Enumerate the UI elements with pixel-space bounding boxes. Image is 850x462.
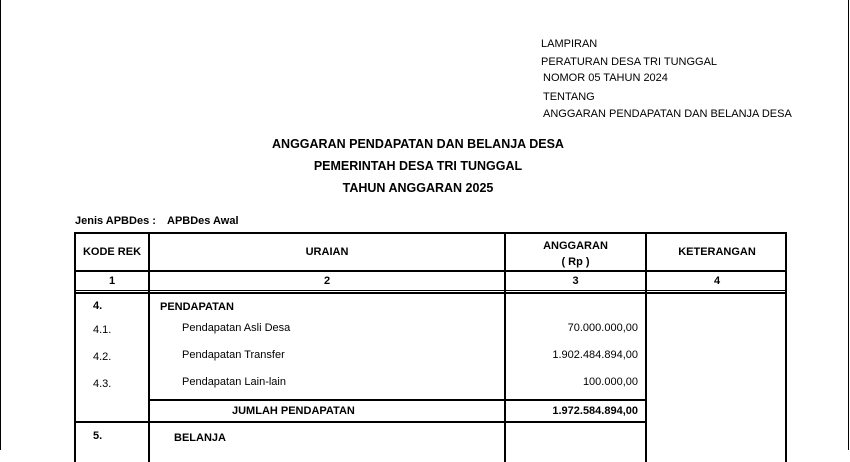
lampiran-line-3: NOMOR 05 TAHUN 2024 — [543, 72, 668, 84]
header-kode-rek: KODE REK — [82, 246, 142, 258]
total-bottom-divider — [74, 421, 647, 423]
row-label: Pendapatan Lain-lain — [182, 376, 286, 388]
lampiran-line-2: PERATURAN DESA TRI TUNGGAL — [541, 56, 718, 68]
row-label: Pendapatan Asli Desa — [182, 322, 291, 334]
row-code: 4.1. — [93, 324, 112, 336]
lampiran-line-4: TENTANG — [543, 91, 595, 103]
col-divider-1 — [148, 232, 150, 462]
budget-table — [74, 232, 787, 462]
row-amount: 100.000,00 — [582, 376, 638, 388]
header-anggaran-unit: ( Rp ) — [561, 256, 590, 268]
row-amount: 70.000.000,00 — [567, 322, 638, 334]
jumlah-pendapatan-label: JUMLAH PENDAPATAN — [232, 405, 355, 417]
row-code: 4.2. — [93, 351, 112, 363]
jenis-apbdes-label: Jenis APBDes : — [75, 215, 156, 227]
belanja-code: 5. — [93, 430, 103, 442]
page-border-left — [0, 0, 1, 450]
number-row-divider-b — [74, 292, 787, 294]
col-divider-3 — [645, 232, 647, 462]
col-number-4: 4 — [713, 275, 721, 287]
row-amount: 1.902.484.894,00 — [552, 349, 638, 361]
document-year: TAHUN ANGGARAN 2025 — [342, 181, 494, 195]
total-top-divider — [148, 399, 647, 401]
header-uraian: URAIAN — [305, 246, 349, 258]
row-code: 4.3. — [93, 378, 112, 390]
header-anggaran: ANGGARAN — [543, 240, 608, 252]
col-number-1: 1 — [108, 275, 116, 287]
belanja-label: BELANJA — [174, 432, 226, 444]
jenis-apbdes — [75, 215, 239, 227]
pendapatan-code: 4. — [93, 300, 103, 312]
header-keterangan: KETERANGAN — [678, 246, 756, 258]
jumlah-pendapatan-amount: 1.972.584.894,00 — [552, 405, 638, 417]
page-border-right — [848, 0, 849, 450]
jenis-apbdes-value: APBDes Awal — [167, 215, 239, 227]
number-row-divider-a — [74, 290, 787, 291]
document-title: ANGGARAN PENDAPATAN DAN BELANJA DESA — [272, 137, 564, 151]
lampiran-line-5: ANGGARAN PENDAPATAN DAN BELANJA DESA — [543, 108, 792, 120]
col-number-3: 3 — [572, 275, 579, 287]
lampiran-line-1: LAMPIRAN — [541, 38, 598, 50]
pendapatan-label: PENDAPATAN — [160, 301, 234, 313]
document-subtitle: PEMERINTAH DESA TRI TUNGGAL — [313, 159, 523, 173]
col-number-2: 2 — [323, 275, 331, 287]
row-label: Pendapatan Transfer — [182, 349, 285, 361]
header-divider — [74, 270, 787, 272]
